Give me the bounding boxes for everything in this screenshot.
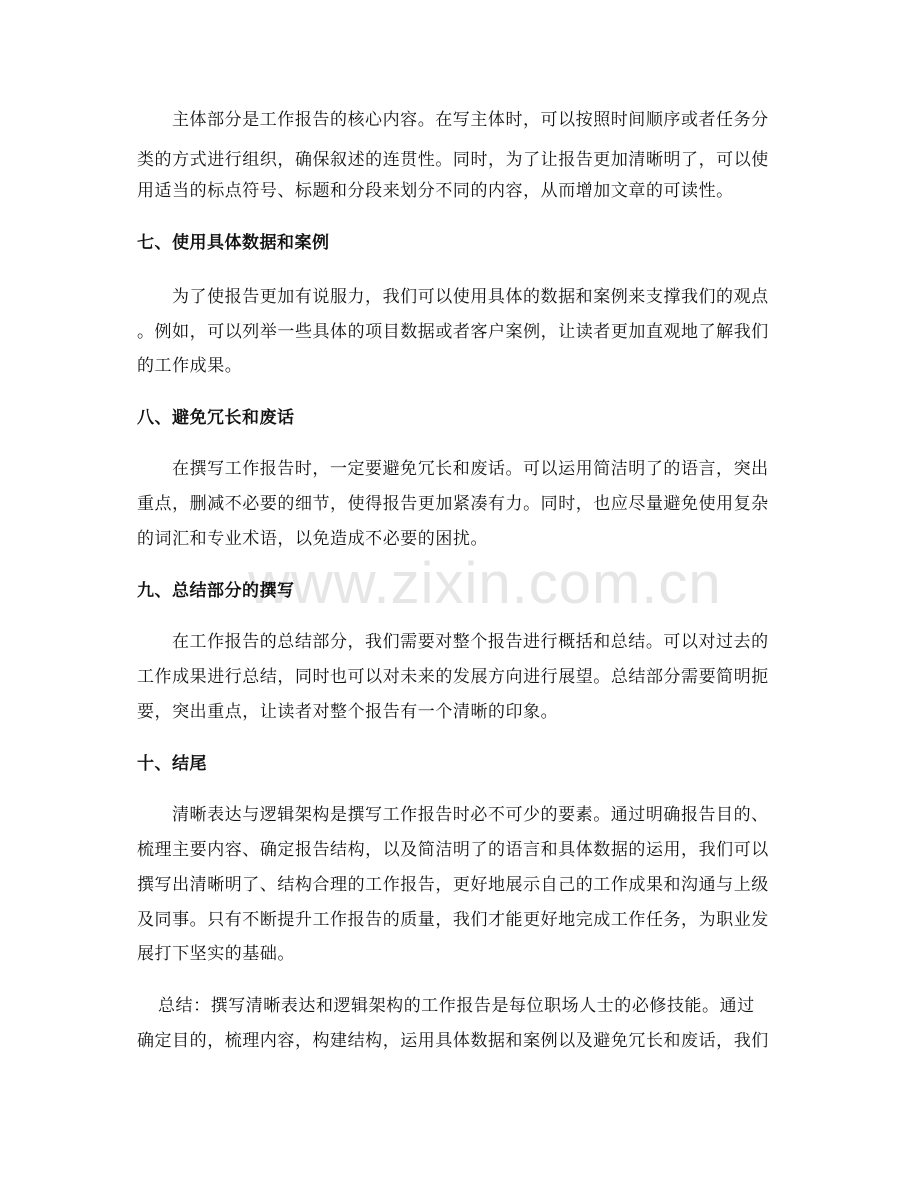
watermark: www.zixin.com.cn — [248, 551, 722, 616]
paragraph-line: 梳理主要内容、确定报告结构，以及简洁明了的语言和具体数据的运用，我们可以 — [137, 840, 769, 860]
paragraph-line: 在工作报告的总结部分，我们需要对整个报告进行概括和总结。可以对过去的 — [172, 632, 769, 652]
paragraph-line: 的工作成果。 — [137, 356, 243, 376]
paragraph-line: 为了使报告更加有说服力，我们可以使用具体的数据和案例来支撑我们的观点 — [172, 287, 769, 307]
section-heading: 十、结尾 — [137, 754, 207, 774]
paragraph-line: 清晰表达与逻辑架构是撰写工作报告时必不可少的要素。通过明确报告目的、 — [172, 805, 769, 825]
section-heading: 七、使用具体数据和案例 — [137, 233, 330, 253]
paragraph-line: 用适当的标点符号、标题和分段来划分不同的内容，从而增加文章的可读性。 — [137, 181, 734, 201]
paragraph-line: 要，突出重点，让读者对整个报告有一个清晰的印象。 — [137, 702, 559, 722]
paragraph-line: 及同事。只有不断提升工作报告的质量，我们才能更好地完成工作任务，为职业发 — [137, 910, 769, 930]
paragraph-line: 类的方式进行组织，确保叙述的连贯性。同时，为了让报告更加清晰明了，可以使 — [137, 150, 769, 170]
paragraph-line: 重点，删减不必要的细节，使得报告更加紧凑有力。同时，也应尽量避免使用复杂 — [137, 494, 769, 514]
paragraph-line: 展打下坚实的基础。 — [137, 944, 295, 964]
paragraph-line: 确定目的，梳理内容，构建结构，运用具体数据和案例以及避免冗长和废话，我们 — [137, 1031, 769, 1051]
paragraph-line: 。例如，可以列举一些具体的项目数据或者客户案例，让读者更加直观地了解我们 — [137, 322, 769, 342]
paragraph-line: 撰写出清晰明了、结构合理的工作报告，更好地展示自己的工作成果和沟通与上级 — [137, 875, 769, 895]
section-heading: 九、总结部分的撰写 — [137, 581, 295, 601]
paragraph-line: 总结：撰写清晰表达和逻辑架构的工作报告是每位职场人士的必修技能。通过 — [158, 996, 755, 1016]
paragraph-line: 主体部分是工作报告的核心内容。在写主体时，可以按照时间顺序或者任务分 — [172, 110, 769, 130]
paragraph-line: 的词汇和专业术语，以免造成不必要的困扰。 — [137, 529, 488, 549]
section-heading: 八、避免冗长和废话 — [137, 408, 295, 428]
paragraph-line: 在撰写工作报告时，一定要避免冗长和废话。可以运用简洁明了的语言，突出 — [172, 459, 769, 479]
paragraph-line: 工作成果进行总结，同时也可以对未来的发展方向进行展望。总结部分需要简明扼 — [137, 667, 769, 687]
